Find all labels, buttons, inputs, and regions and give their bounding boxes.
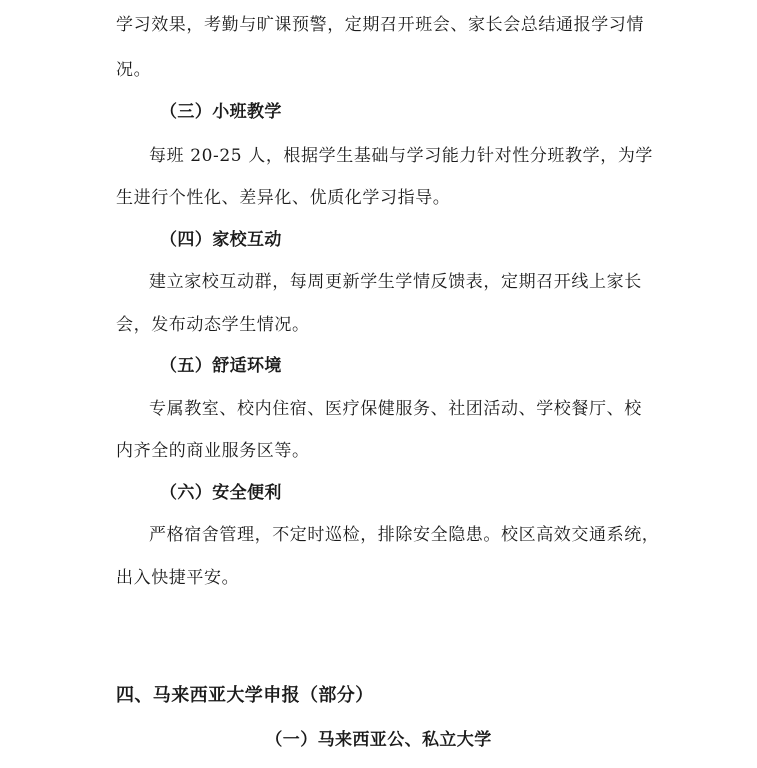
- section-environment-line-2: 内齐全的商业服务区等。: [116, 441, 310, 461]
- section-home-school-line-2: 会，发布动态学生情况。: [116, 315, 310, 335]
- section-heading-environment: （五）舒适环境: [160, 356, 282, 376]
- part-four-subtitle: （一）马来西亚公、私立大学: [265, 730, 492, 750]
- section-heading-safety: （六）安全便利: [160, 483, 282, 503]
- intro-paragraph-line-1: 学习效果，考勤与旷课预警，定期召开班会、家长会总结通报学习情: [116, 15, 644, 35]
- section-small-class-line-2: 生进行个性化、差异化、优质化学习指导。: [116, 188, 451, 208]
- section-heading-home-school: （四）家校互动: [160, 230, 282, 250]
- section-environment-line-1: 专属教室、校内住宿、医疗保健服务、社团活动、学校餐厅、校: [149, 399, 642, 419]
- section-safety-line-1: 严格宿舍管理，不定时巡检，排除安全隐患。校区高效交通系统，: [149, 525, 660, 545]
- section-small-class-line-1: 每班 20-25 人，根据学生基础与学习能力针对性分班教学，为学: [149, 146, 654, 166]
- part-four-title: 四、马来西亚大学申报（部分）: [116, 685, 374, 706]
- section-heading-small-class: （三）小班教学: [160, 102, 282, 122]
- section-home-school-line-1: 建立家校互动群，每周更新学生学情反馈表，定期召开线上家长: [149, 272, 642, 292]
- intro-paragraph-line-2: 况。: [116, 60, 152, 80]
- section-safety-line-2: 出入快捷平安。: [116, 568, 240, 588]
